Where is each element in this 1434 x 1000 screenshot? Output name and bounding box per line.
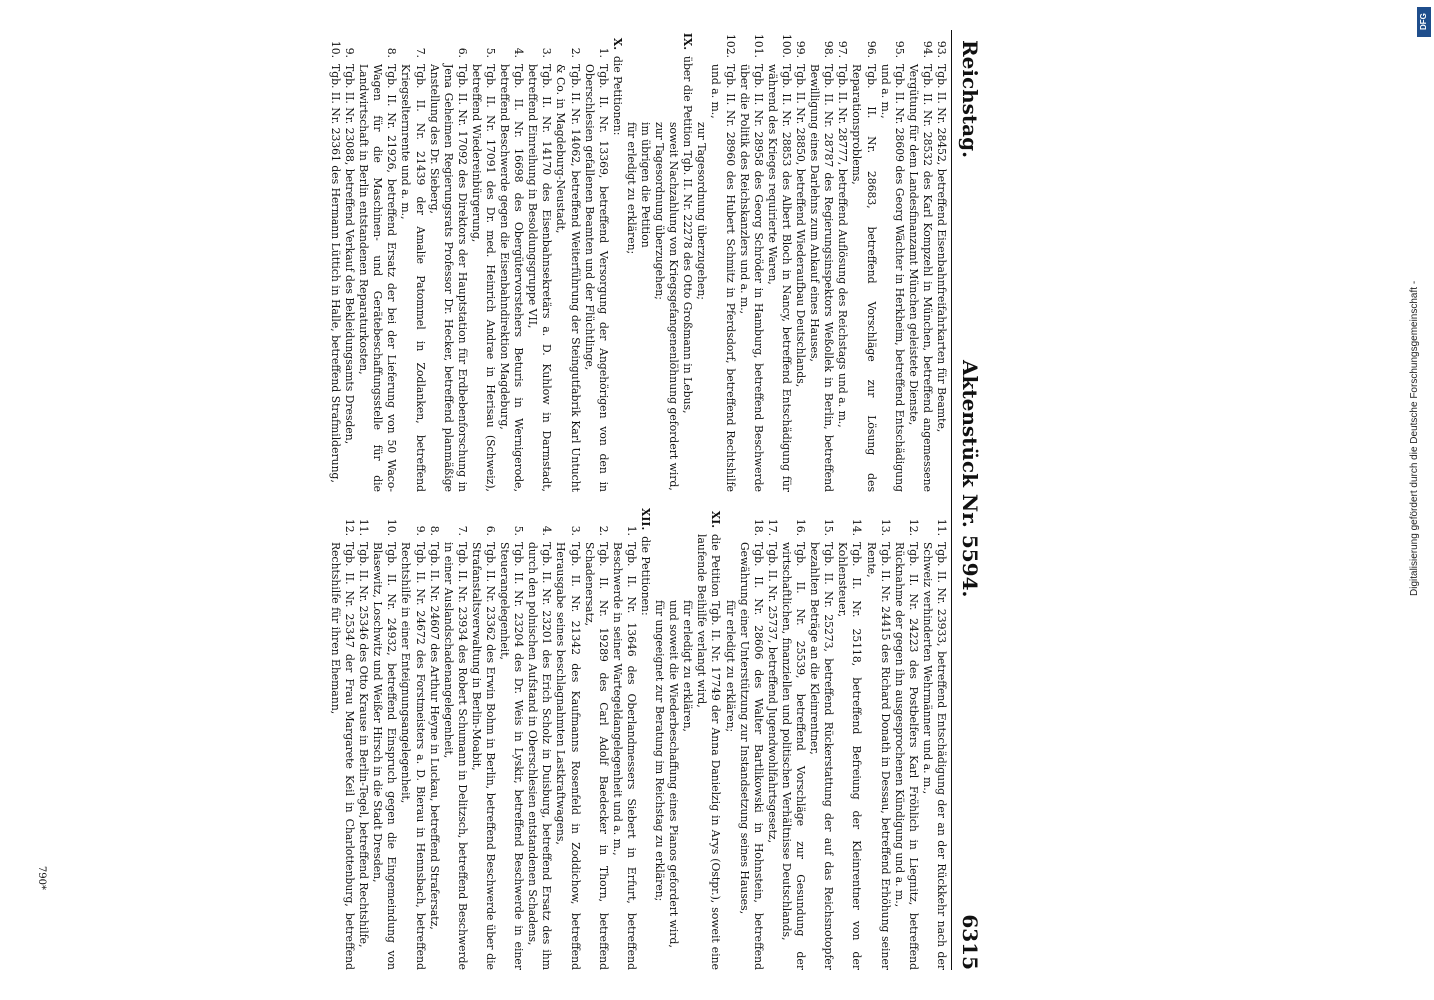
entry-text: Tgb. II. Nr. 28850, betreffend Wiederaufbau Deutschlands, <box>794 64 808 388</box>
entry-text: Tgb. II. Nr. 23361 des Hermann Lüttich in Halle, betreffend Strafmilderung, <box>328 64 342 483</box>
petition-entry <box>328 508 356 970</box>
entry-number: 14. <box>850 518 864 536</box>
entry-text: Tgb. II. Nr. 24415 des Richard Donath in Dessau, betreffend Erhöhung seiner Rente, <box>864 542 892 970</box>
entry-number: 16. <box>794 518 808 536</box>
funding-notice: Digitalisierung gefördert durch die Deutsche Forschungsgemeinschaft - <box>1409 280 1420 596</box>
petition-entry <box>807 30 835 492</box>
entry-text: Tgb. II. Nr. 23201 des Erich Scholz in Duisburg, betreffend Ersatz des ihm durch den polnischen Aufstand in Oberschlesien entstandenen Schadens, <box>526 542 554 970</box>
entry-text: für erledigt zu erklären; <box>624 122 638 255</box>
petition-entry <box>582 30 610 492</box>
entry-text: Tgb. II. Nr. 14062, betreffend Weiterführung der Steingutfabrik Karl Untucht & Co. in Magdeburg-Neustadt, <box>554 64 582 492</box>
petition-entry <box>666 508 680 970</box>
entry-text: Tgb. II. Nr. 25273, betreffend Rückerstattung der auf das Reichsnotopfer bezahlten Beträge an die Kleinrentner, <box>808 542 836 970</box>
entry-text: Tgb. II. Nr. 23088, betreffend Verkauf des Bekleidungsamts Dresden, <box>343 64 357 445</box>
petition-entry <box>737 508 765 970</box>
entry-number: 2. <box>568 47 582 58</box>
entry-text: für erledigt zu erklären, <box>681 600 695 732</box>
entry-text: Tgb. II. Nr. 23933, betreffend Entschädigung der an der Rückkehr nach der Schweiz verhinderten Wehrmänner und a. m., <box>920 542 948 970</box>
petition-entry <box>906 30 934 492</box>
entry-text: Tgb. II. Nr. 28853 des Albert Bloch in Nancy, betreffend Entschädigung für während des Krieges requirierte Waren, <box>765 64 793 492</box>
footnote-mark: 790* <box>36 865 47 890</box>
entry-text: Tgb. II. Nr. 25539, betreffend Vorschläge zur Gesundung der wirtschaftlichen, finanziellen und politischen Verhältnisse Deutschlands, <box>779 542 808 970</box>
petition-entry <box>525 30 553 492</box>
entry-number: 5. <box>484 47 497 58</box>
entry-number: 99. <box>794 40 808 58</box>
running-head-title: Aktenstück Nr. 5594. <box>958 360 982 598</box>
entry-text: Tgb. II. Nr. 28683, betreffend Vorschläge zur Lösung des Reparationsproblems, <box>850 64 878 492</box>
entry-text: Tgb. II. Nr. 21439 der Amalie Patommel in Zodlanken, betreffend Kriegselternrente und a. m., <box>399 64 427 492</box>
entry-text: Tgb. II. Nr. 13646 des Oberlandmessers Siebert in Erfurt, betreffend Beschwerde in seiner Wartegeldangelegenheit und a. m., <box>610 542 638 970</box>
petition-entry <box>370 508 398 970</box>
entry-text: Tgb. II. Nr. 28958 des Georg Schröder in Hamburg, betreffend Beschwerde über die Politik des Reichskanzlers und a. m., <box>737 64 765 492</box>
entry-text: und soweit die Wiederbeschaffung eines Pianos gefordert wird, <box>667 600 681 948</box>
entry-number: 3. <box>540 47 554 58</box>
entry-text: Tgb. II. Nr. 28609 des Georg Wächter in Herkheim, betreffend Entschädigung und a. m., <box>878 64 906 492</box>
entry-text: Tgb. II. Nr. 13369, betreffend Versorgung der Angehörigen von den in Oberschlesien gefallenen Beamten und der Flüchtlinge, <box>582 64 610 492</box>
entry-text: im übrigen die Petition <box>639 122 653 248</box>
entry-number: 12. <box>343 518 357 536</box>
petition-entry <box>934 30 948 492</box>
entry-number: 2. <box>596 525 610 536</box>
entry-text: über die Petition Tgb. II. Nr. 22278 des Otto Großmann in Lebus, <box>681 56 695 414</box>
entry-number: 97. <box>836 40 850 58</box>
petition-entry <box>638 30 652 492</box>
petition-entry <box>398 30 426 492</box>
entry-number: X. <box>610 37 624 50</box>
entry-text: die Petition Tgb. II. Nr. 17749 der Anna Danielzig in Arys (Ostpr.), soweit eine laufende Beihilfe verlangt wird, <box>695 534 723 970</box>
entry-text: Tgb. II. Nr. 17091 des Dr. med. Heinrich Andrae in Herisau (Schweiz), betreffend Wiedereinbürgerung, <box>469 64 497 492</box>
entry-text: soweit Nachzahlung von Kriegsgefangenenlöhnung gefordert wird, <box>667 122 681 491</box>
entry-number: 6. <box>484 525 497 536</box>
entry-number: 3. <box>568 525 582 536</box>
entry-number: 96. <box>864 40 878 58</box>
entry-number: 15. <box>822 518 836 536</box>
petition-entry <box>497 30 525 492</box>
entry-text: Tgb. II. Nr. 23204 des Dr. Weis in Lyskir, betreffend Beschwerde in einer Steuerangelegenheit, <box>498 542 526 970</box>
entry-number: 101. <box>751 33 765 58</box>
petition-entry <box>427 30 469 492</box>
petition-entry <box>765 508 779 970</box>
entry-number: 102. <box>723 33 737 58</box>
entry-number: 7. <box>455 525 469 536</box>
entry-number: 10. <box>328 40 342 58</box>
entry-text: für erledigt zu erklären; <box>723 600 737 733</box>
running-head-left: Reichstag. <box>958 40 982 159</box>
petition-entry <box>610 508 638 970</box>
petition-entry <box>694 30 708 492</box>
entry-text: Tgb. II. Nr. 28960 des Hubert Schmitz in Pferdsdorf, betreffend Rechtshilfe und a. m., <box>709 64 737 492</box>
entry-text: Tgb. II. Nr. 16698 des Obergütervorstehers Beturis in Wernigerode, betreffend Beschwerde gegen die Eisenbahndirektion Magdeburg, <box>498 64 526 492</box>
petition-entry <box>765 30 793 492</box>
entry-number: 100. <box>779 33 793 58</box>
entry-number: 98. <box>822 40 836 58</box>
petition-entry <box>553 30 581 492</box>
entry-number: 7. <box>413 47 427 58</box>
entry-number: XI. <box>709 510 723 528</box>
petition-entry <box>863 508 891 970</box>
petition-entry <box>680 508 694 970</box>
entry-number: 9. <box>343 47 357 58</box>
entry-text: Tgb. II. Nr. 14170 des Eisenbahnsekretärs a. D. Kuhlow in Darmstadt, betreffend Einreihung in Besoldungsgruppe VII, <box>526 64 554 492</box>
entry-text: Tgb. II. Nr. 25346 des Otto Krause in Berlin-Tegel, betreffend Rechtshilfe, <box>357 542 371 948</box>
petition-entry <box>652 30 666 492</box>
entry-text: zur Tagesordnung überzugehen; <box>695 122 709 300</box>
petition-entry <box>849 30 877 492</box>
entry-text: Tgb. II. Nr. 21926, betreffend Ersatz der bei der Lieferung von 50 Waco-Wagen für die Maschinen- und Gerätebeschaffungsstelle für die Landwirtschaft in Berlin entstandenen Reparaturkosten, <box>357 64 399 492</box>
entry-number: 93. <box>935 40 948 58</box>
entry-text: die Petitionen: <box>639 536 653 616</box>
entry-text: Tgb. II. Nr. 28787 des Regierungsinspektors Weßollek in Berlin, betreffend Bewilligung eines Darlehns zum Ankauf eines Hauses, <box>808 64 836 492</box>
left-text-column <box>48 30 948 492</box>
right-text-column <box>48 508 948 970</box>
petition-entry <box>525 508 553 970</box>
entry-text: Tgb. II. Nr. 21342 des Kaufmanns Rosenfeld in Zoddichow, betreffend Herausgabe seines beschlagnahmten Lastkraftwagens, <box>554 542 582 970</box>
petition-entry <box>779 508 807 970</box>
entry-number: 9. <box>413 525 427 536</box>
petition-entry <box>328 30 342 492</box>
entry-text: Tgb. II. Nr. 24607 des Arthur Heyne in Luckau, betreffend Strafersatz, <box>427 542 441 930</box>
entry-text: Tgb. II. Nr. 23934 des Robert Schumann in Delitzsch, betreffend Beschwerde in einer Auslandschadenangelegenheit, <box>441 542 469 970</box>
entry-text: Tgb. II. Nr. 25118, betreffend Befreiung der Kleinrentner von der Kohlensteuer, <box>836 542 864 970</box>
entry-number: XII. <box>639 508 653 531</box>
entry-text: Tgb. II. Nr. 24932, betreffend Einspruch gegen die Eingemeindung von Blasewitz, Loschwitz und Weißer Hirsch in die Stadt Dresden, <box>371 542 399 970</box>
petition-entry <box>835 30 849 492</box>
entry-text: für ungeeignet zur Beratung im Reichstag zu erklären; <box>653 600 667 902</box>
entry-text: zur Tagesordnung überzugehen; <box>653 122 667 300</box>
entry-number: 8. <box>427 525 441 536</box>
entry-number: 18. <box>751 518 765 536</box>
petition-entry <box>835 508 863 970</box>
entry-text: Tgb. II. Nr. 24223 des Postbelfers Karl Fröhlich in Liegnitz, betreffend Rücknahme der gegen ihn ausgesprochenen Kündigung und a. m., <box>892 542 920 970</box>
entry-text: Tgb. II. Nr. 23362 des Erwin Bohm in Berlin, betreffend Beschwerde über die Strafanstaltsverwaltung in Berlin-Moabit, <box>469 542 497 970</box>
petition-entry <box>398 508 426 970</box>
entry-number: 11. <box>357 518 371 536</box>
entry-text: Tgb. II. Nr. 24672 des Forstmeisters a. D. Bierau in Hennsbach, betreffend Rechtshilfe in einer Enteignungsangelegenheit, <box>399 542 427 970</box>
petition-entry <box>469 30 497 492</box>
entry-number: 5. <box>512 525 526 536</box>
entry-number: 10. <box>385 518 399 536</box>
petition-entry <box>878 30 906 492</box>
entry-text: Tgb. II. Nr. 25347 der Frau Margarete Keil in Charlottenburg, betreffend Rechtshilfe für ihren Ehemann, <box>328 542 357 970</box>
entry-text: Tgb. II. Nr. 28452, betreffend Eisenbahnfreifahrkarten für Beamte, <box>935 64 948 433</box>
petition-entry <box>427 508 441 970</box>
petition-entry <box>708 30 736 492</box>
entry-text: Tgb. II. Nr. 28532 des Karl Kompzehl in München, betreffend angemessene Vergütung für dem Landesfinanzamt München geleistete Dienste, <box>906 64 934 492</box>
entry-number: 4. <box>512 47 526 58</box>
entry-number: 12. <box>906 518 920 536</box>
petition-entry <box>638 508 652 970</box>
entry-number: 4. <box>540 525 554 536</box>
entry-number: 8. <box>385 47 399 58</box>
petition-entry <box>553 508 581 970</box>
petition-entry <box>610 30 624 492</box>
petition-entry <box>892 508 920 970</box>
dfg-logo: DFG <box>1417 7 1431 37</box>
petition-entry <box>652 508 666 970</box>
petition-entry <box>342 30 356 492</box>
entry-number: IX. <box>681 32 695 50</box>
petition-entry <box>356 30 398 492</box>
header-rule <box>951 30 952 970</box>
petition-entry <box>680 30 694 492</box>
entry-number: 1. <box>624 525 638 536</box>
entry-number: 1. <box>596 47 610 58</box>
entry-text: Tgb. II. Nr. 17092 des Direktors der Hauptstation für Erdbebenforschung in Jena Geheimen Regierungsrats Professor Dr. Hecker, betreffend planmäßige Anstellung des Dr. Sieberg, <box>427 64 469 492</box>
petition-entry <box>441 508 469 970</box>
entry-number: 6. <box>455 47 469 58</box>
petition-entry <box>737 30 765 492</box>
entry-text: Tgb. II. Nr. 19289 des Carl Adolf Baedecker in Thorn, betreffend Schadenersatz, <box>582 542 610 970</box>
petition-entry <box>807 508 835 970</box>
petition-entry <box>582 508 610 970</box>
petition-entry <box>624 30 638 492</box>
entry-number: 95. <box>892 40 906 58</box>
petition-entry <box>666 30 680 492</box>
entry-number: 94. <box>920 40 934 58</box>
entry-text: Tgb. II. Nr. 28606 des Walter Bartlikowski in Hohnstein, betreffend Gewährung einer Unterstützung zur Instandsetzung seines Hauses, <box>737 542 765 970</box>
entry-number: 11. <box>935 518 948 536</box>
page-number: 6315 <box>958 914 982 970</box>
petition-entry <box>469 508 497 970</box>
petition-entry <box>920 508 948 970</box>
petition-entry <box>497 508 525 970</box>
entry-text: die Petitionen: <box>610 56 624 136</box>
petition-entry <box>356 508 370 970</box>
petition-entry <box>694 508 722 970</box>
entry-number: 13. <box>878 518 892 536</box>
petition-entry <box>793 30 807 492</box>
entry-text: Tgb. II. Nr. 28777, betreffend Auflösung des Reichstags und a. m., <box>836 64 850 428</box>
entry-number: 17. <box>765 518 779 536</box>
entry-text: Tgb. II. Nr. 25737, betreffend Jugendwohlfahrtsgesetz, <box>765 542 779 844</box>
petition-entry <box>723 508 737 970</box>
